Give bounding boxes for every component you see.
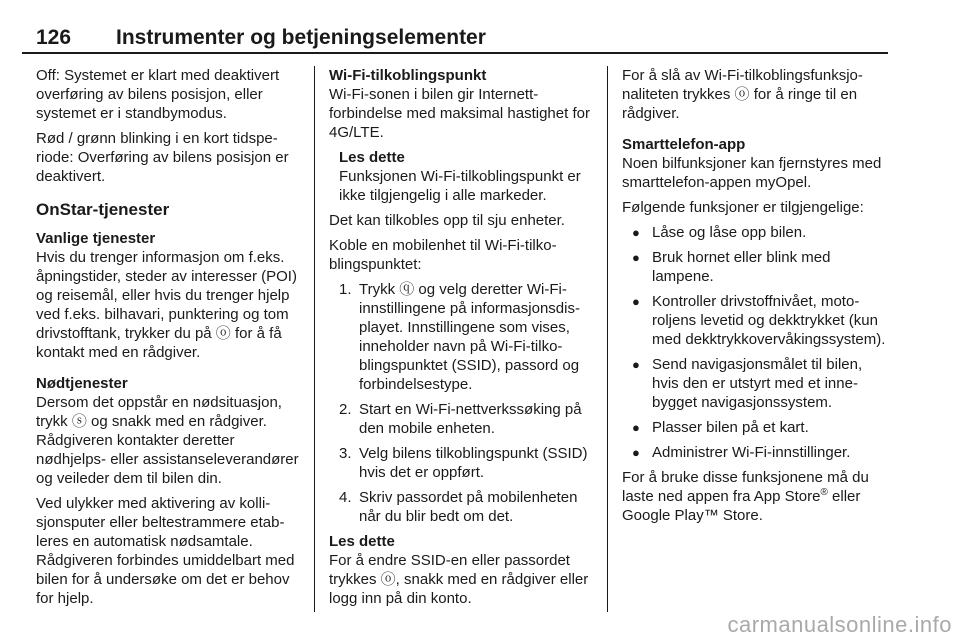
subsection-title-wifi: Wi-Fi-tilkoblingspunkt: [329, 67, 487, 84]
subsection-title-emergency: Nødtjenester: [36, 375, 128, 392]
step-text: Skriv passordet på mobilenheten når du blir bedt om det.: [359, 489, 578, 525]
column-divider-2: [607, 66, 608, 612]
column-3: [622, 66, 890, 531]
header-rule: [22, 52, 888, 54]
step-text: Start en Wi-Fi-nettverkssøking på den mobile enheten.: [359, 401, 582, 437]
list-item: [329, 488, 593, 526]
note-title: Les dette: [329, 533, 395, 550]
note-wifi-availability: [329, 148, 593, 205]
subsection-title-general: Vanlige tjenester: [36, 230, 156, 247]
list-item: [329, 444, 593, 482]
registered-mark: ®: [820, 487, 828, 498]
devices-text: Det kan tilkobles opp til sju enheter.: [329, 212, 565, 229]
list-item: [329, 280, 593, 394]
list-item: [622, 292, 890, 349]
note-title: Les dette: [339, 149, 405, 166]
list-item: [622, 418, 890, 437]
note-text: Funksjonen Wi-Fi-tilkoblingspunkt er ikke tilgjengelig i alle markeder.: [339, 168, 581, 204]
functions-list: [622, 223, 890, 462]
list-item: [622, 223, 890, 242]
note-text: For å endre SSID-en eller passordet trykkes ⓞ, snakk med en rådgiver eller logg inn på din konto.: [329, 552, 589, 607]
wifi-text: Wi-Fi-sonen i bilen gir Internettforbindelse med maksimal hastighet for 4G/LTE.: [329, 86, 590, 141]
list-item: [622, 248, 890, 286]
list-item: [329, 400, 593, 438]
crash-response-text: Ved ulykker med aktivering av kollisjonsputer eller beltestrammere etableres en automatisk nødsamtale. Rådgiveren forbindes umiddelbart med bilen for å undersøke om det er behov for hjelp.: [36, 495, 295, 607]
app-text: Noen bilfunksjoner kan fjernstyres med smarttelefon-appen myOpel.: [622, 155, 882, 191]
page-number: 126: [36, 26, 72, 49]
step-number: 2.: [339, 401, 352, 418]
status-off-text: Off: Systemet er klart med deaktivert overføring av bilens posisjon, eller systemet er i standbymodus.: [36, 67, 280, 122]
watermark: carmanualsonline.info: [727, 612, 952, 637]
bullet-text: Kontroller drivstoffnivået, motoroljens levetid og dekktrykket (kun med dekktrykkovervåkingssystem).: [652, 293, 886, 348]
bullet-text: Send navigasjonsmålet til bilen, hvis den er utstyrt med et innebygget navigasjonssystem.: [652, 356, 863, 411]
page-title: Instrumenter og betjeningselementer: [116, 26, 486, 49]
bullet-text: Plasser bilen på et kart.: [652, 419, 809, 436]
bullet-icon: ●: [632, 250, 640, 265]
emergency-services-text: Dersom det oppstår en nødsituasjon, trykk ⓢ og snakk med en rådgiver. Rådgiveren kontakter deretter nødhjelps- eller assistanseleverandører og veileder dem til bilen din.: [36, 394, 299, 487]
bullet-text: Låse og låse opp bilen.: [652, 224, 807, 241]
download-text: [622, 468, 890, 525]
column-2: [329, 66, 593, 614]
step-number: 4.: [339, 489, 352, 506]
bullet-icon: ●: [632, 445, 640, 460]
step-text: Velg bilens tilkoblingspunkt (SSID) hvis det er oppført.: [359, 445, 588, 481]
step-number: 1.: [339, 281, 352, 298]
column-divider-1: [314, 66, 315, 612]
bullet-icon: ●: [632, 357, 640, 372]
general-services-text: Hvis du trenger informasjon om f.eks. åpningstider, steder av interesser (POI) og reisemål, eller hvis du trenger hjelp ved f.eks. bilhavari, punktering og tom drivstofftank, trykker du på ⓞ for å få kontakt med en rådgiver.: [36, 249, 297, 361]
list-item: [622, 443, 890, 462]
status-blink-text: Rød / grønn blinking i en kort tidsperiode: Overføring av bilens posisjon er deaktivert.: [36, 130, 289, 185]
disable-wifi-text: For å slå av Wi-Fi-tilkoblingsfunksjonaliteten trykkes ⓞ for å ringe til en rådgiver.: [622, 67, 863, 122]
step-number: 3.: [339, 445, 352, 462]
step-text: Trykk ⓠ og velg deretter Wi-Fi-innstillingene på informasjonsdisplayet. Innstillingene som vises, inneholder navn på Wi-Fi-tilkoblingspunktet (SSID), passord og forbindelsestype.: [359, 281, 580, 393]
note-change-ssid: [329, 532, 593, 608]
page-header: [22, 26, 888, 52]
bullet-icon: ●: [632, 294, 640, 309]
connect-text: Koble en mobilenhet til Wi-Fi-tilkoblingspunktet:: [329, 237, 557, 273]
connect-steps-list: [329, 280, 593, 526]
column-1: [36, 66, 302, 614]
functions-text: Følgende funksjoner er tilgjengelige:: [622, 199, 864, 216]
download-text-main: For å bruke disse funksjonene må du laste ned appen fra App Store: [622, 469, 869, 505]
download-text-end: eller Google Play™ Store.: [622, 488, 861, 524]
bullet-text: Administrer Wi-Fi-innstillinger.: [652, 444, 851, 461]
section-title-onstar: OnStar-tjenester: [36, 200, 170, 219]
bullet-text: Bruk hornet eller blink med lampene.: [652, 249, 831, 285]
list-item: [622, 355, 890, 412]
bullet-icon: ●: [632, 420, 640, 435]
subsection-title-app: Smarttelefon-app: [622, 136, 746, 153]
bullet-icon: ●: [632, 225, 640, 240]
